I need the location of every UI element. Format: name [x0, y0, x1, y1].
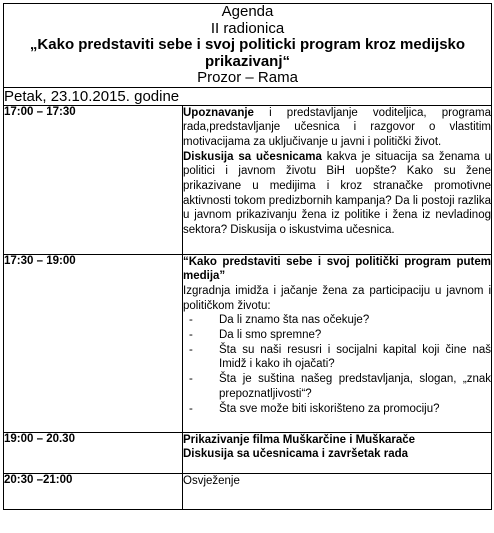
- list-item: - Šta je suština našeg predstavljanja, slogan, „znak prepoznatljivosti“?: [183, 372, 491, 401]
- session-text: Osvježenje: [183, 474, 240, 487]
- time-slot: 17:00 – 17:30: [4, 105, 183, 254]
- list-item: - Da li smo spremne?: [183, 328, 491, 343]
- table-row: [4, 432, 492, 473]
- list-item: - Šta sve može biti iskorišteno za promociju?: [183, 402, 491, 417]
- agenda-header: [4, 4, 492, 88]
- time-slot: 20:30 –21:00: [4, 473, 183, 509]
- bold-lead: Upoznavanje: [183, 106, 254, 119]
- paragraph: [183, 106, 491, 150]
- paragraph-text: i predstavljanje voditeljica, programa rada,predstavljanje učesnica i razgovor o vlastitim motivacijama za uključivanje u javni i politički život.: [183, 106, 491, 148]
- time-slot: 17:30 – 19:00: [4, 254, 183, 432]
- agenda-table: [3, 3, 492, 510]
- session-description: [183, 432, 492, 473]
- list-item: - Šta su naši resusri i socijalni kapital koji čine naš Imidž i kako ih ojačati?: [183, 343, 491, 372]
- table-row: [4, 473, 492, 509]
- session-line: Prikazivanje filma Muškarčine i Muškarače: [183, 433, 416, 446]
- workshop-number: II radionica: [210, 19, 285, 37]
- session-intro: Izgradnja imidža i jačanje žena za participaciju u javnom i političkom životu:: [183, 284, 491, 312]
- session-description: [183, 473, 492, 509]
- bold-lead: Diskusija sa učesnicama: [183, 150, 322, 163]
- paragraph-text: kakva je situacija sa ženama u politici i javnom životu BiH uopšte? Kako su žene prikazivane u medijima i kroz stranačke promotivne aktivnosti tokom predizbornih kampanja? Da li postoji razlika u javnom prikazivanju žena iz politike i žena iz nevladinog sektora? Diskusija o iskustvima učesnica.: [183, 150, 491, 237]
- session-description: [183, 254, 492, 432]
- agenda-title: Agenda: [221, 3, 274, 20]
- session-line: Diskusija sa učesnicama i završetak rada: [183, 448, 409, 461]
- date-row: [4, 87, 492, 105]
- location: Prozor – Rama: [197, 69, 298, 86]
- session-description: [183, 105, 492, 254]
- date-text: Petak, 23.10.2015. godine: [4, 87, 492, 105]
- time-slot: 19:00 – 20.30: [4, 432, 183, 473]
- table-row: [4, 105, 492, 254]
- paragraph: [183, 150, 491, 238]
- list-item: - Da li znamo šta nas očekuje?: [183, 313, 491, 328]
- question-list: [183, 313, 491, 416]
- workshop-title: „Kako predstaviti sebe i svoj politicki program kroz medijsko prikazivanj“: [29, 36, 466, 70]
- session-title: “Kako predstaviti sebe i svoj politički program putem medija”: [183, 255, 491, 283]
- table-row: [4, 254, 492, 432]
- header-row: [4, 4, 492, 88]
